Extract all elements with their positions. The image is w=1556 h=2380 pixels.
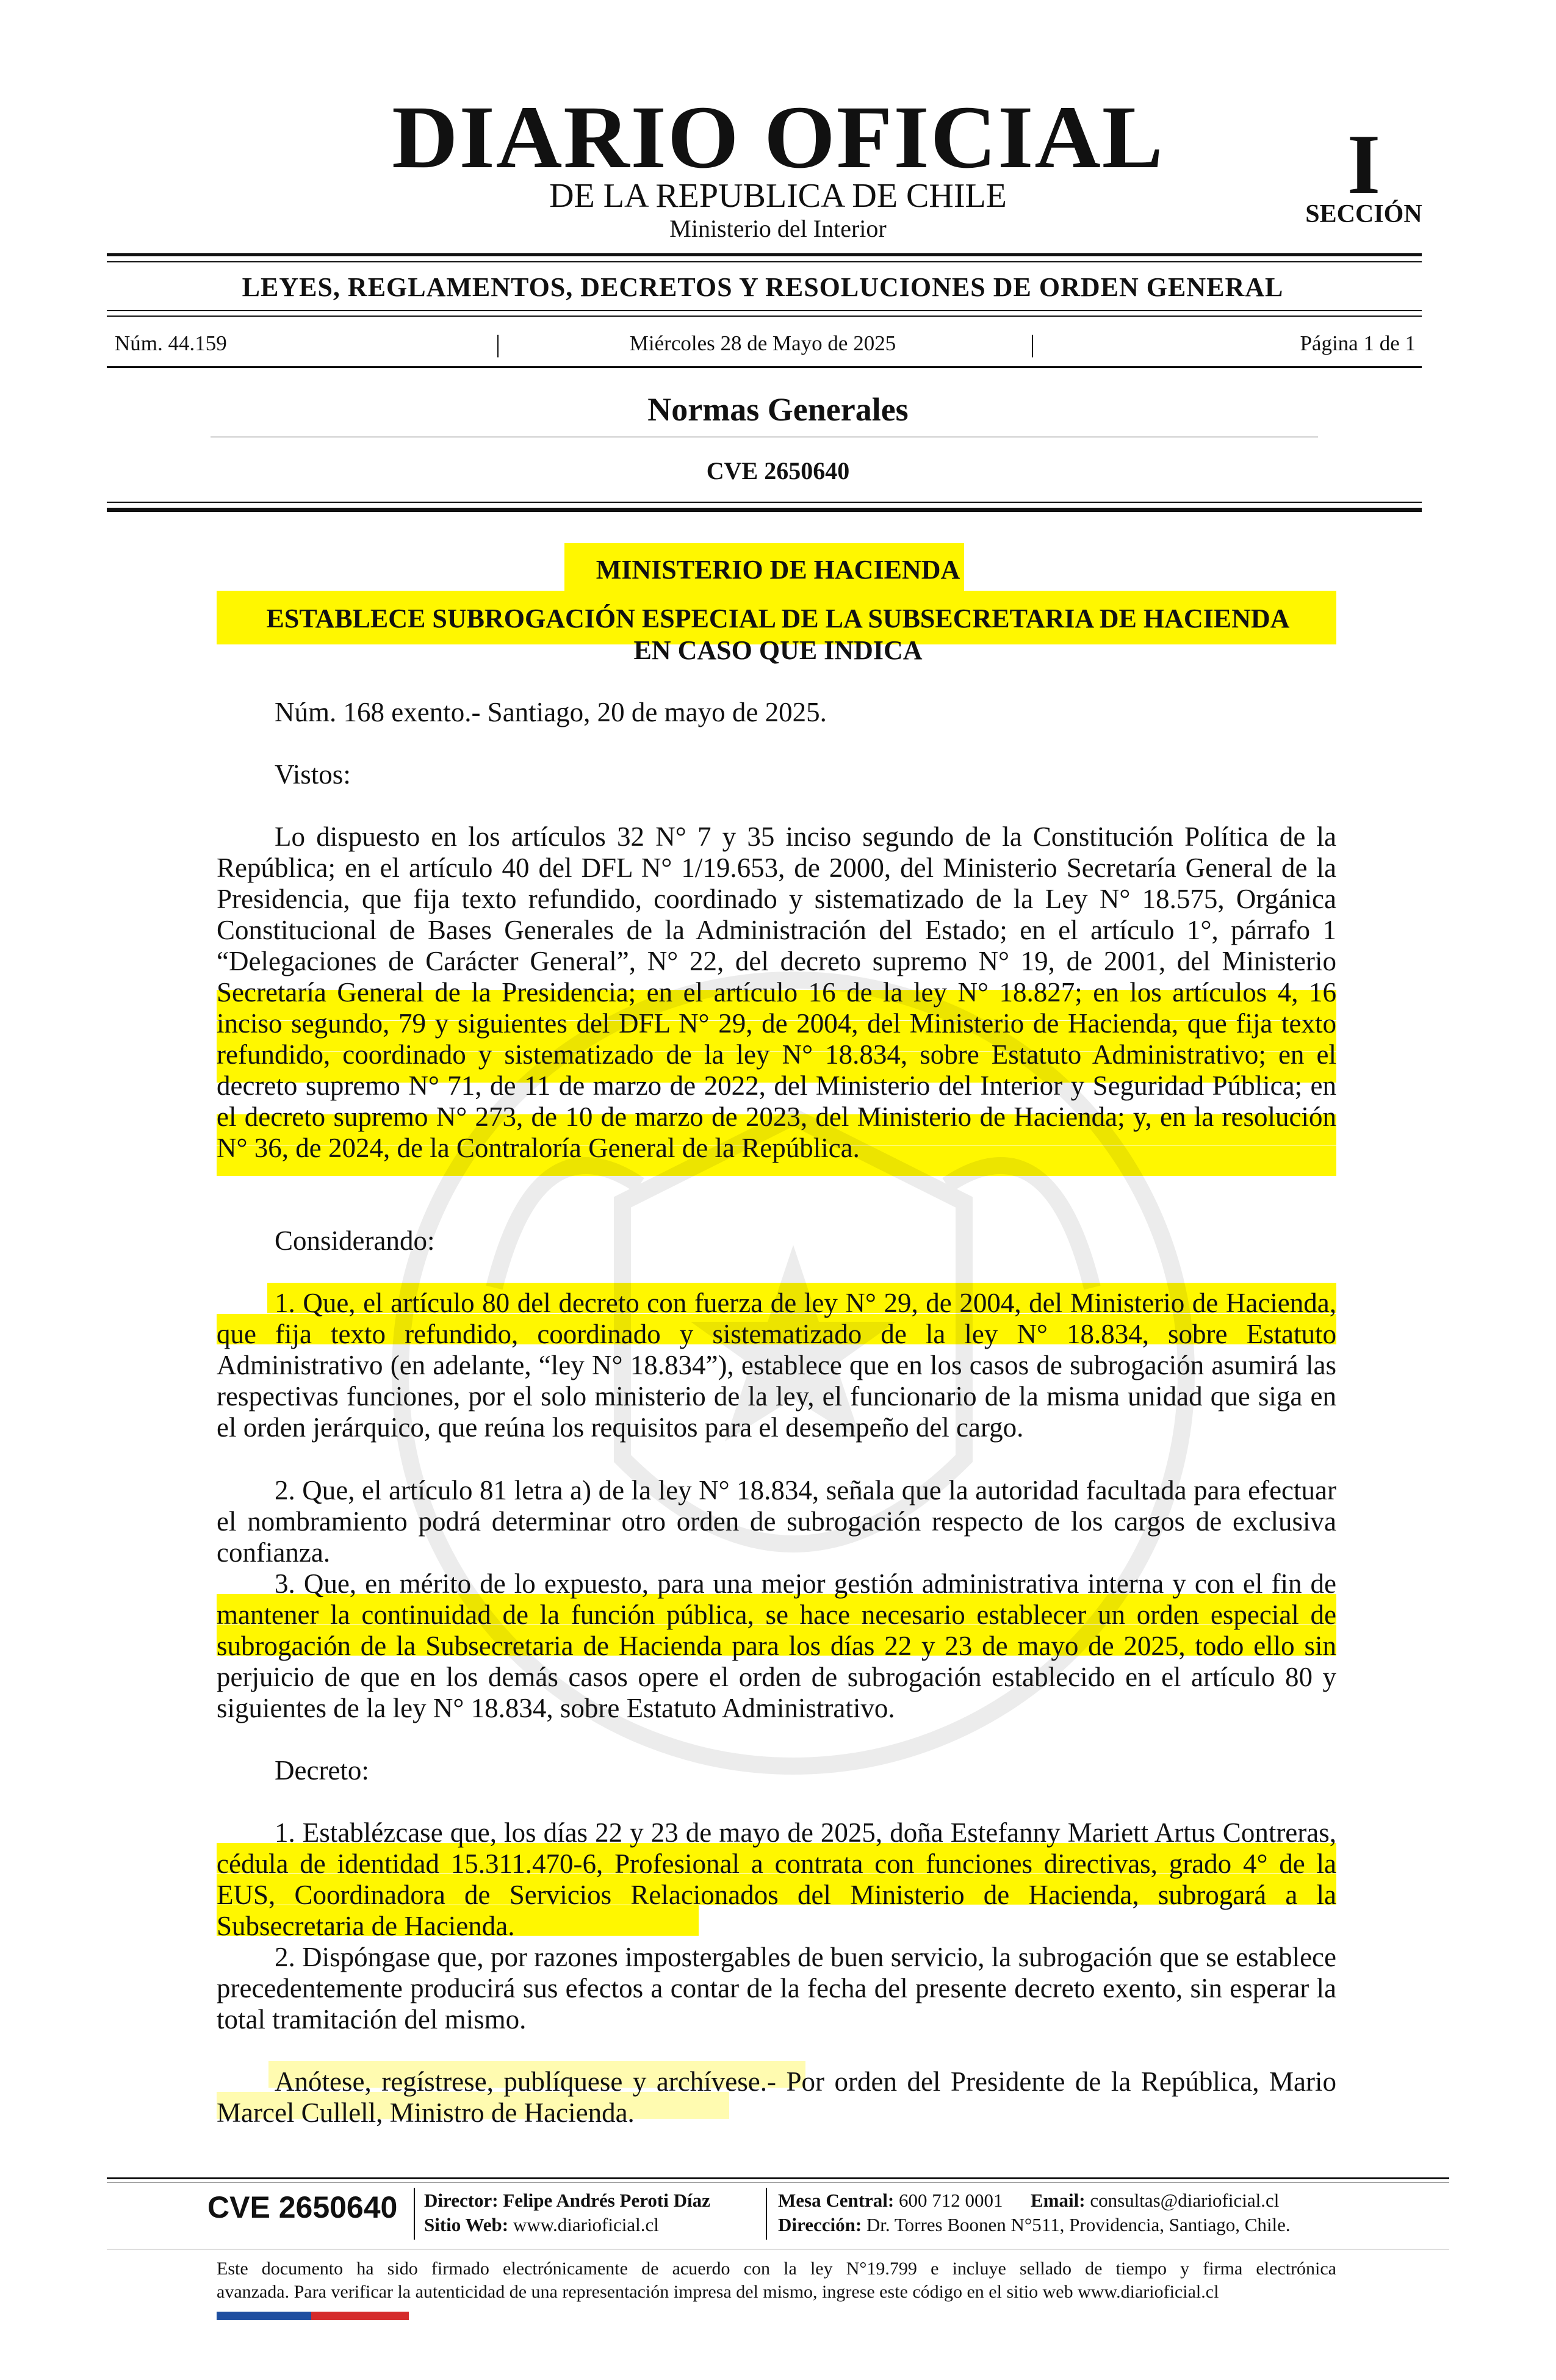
footer-rule-thin bbox=[107, 2182, 1449, 2183]
info-rule bbox=[107, 366, 1422, 368]
section-label: SECCIÓN bbox=[1305, 200, 1422, 228]
footer-divider bbox=[766, 2188, 767, 2240]
director-label: Director: bbox=[424, 2190, 499, 2211]
footer-cve-code: CVE 2650640 bbox=[207, 2190, 398, 2224]
section-number: I bbox=[1347, 117, 1381, 212]
email-link[interactable]: consultas@diarioficial.cl bbox=[1090, 2190, 1280, 2211]
info-separator: | bbox=[1030, 330, 1036, 358]
flag-stripe-red bbox=[311, 2312, 409, 2320]
info-separator: | bbox=[495, 330, 501, 358]
header-rule-thin bbox=[107, 502, 1422, 503]
decreto-article-1: 1. Establézcase que, los días 22 y 23 de mayo de 2025, doña Estefanny Mariett Artus Contreras, cédula de identidad 15.311.470-6, Profesional a contrata con funciones directivas, grado 4° de la EUS, Coordinadora de Servicios Relacionados del Ministerio de Hacienda, subrogará a la Subsecretaria de Hacienda. bbox=[217, 1817, 1336, 1941]
decreto-heading: Decreto: bbox=[275, 1755, 369, 1786]
masthead-rule-thin bbox=[107, 261, 1422, 262]
number-date-line: Núm. 168 exento.- Santiago, 20 de mayo de 2025. bbox=[275, 697, 827, 727]
flag-stripe-blue bbox=[217, 2312, 311, 2320]
header-rule-thick bbox=[107, 508, 1422, 512]
footer-address bbox=[778, 2213, 1291, 2237]
page-indicator: Página 1 de 1 bbox=[1300, 331, 1416, 355]
document-title-line2: EN CASO QUE INDICA bbox=[633, 635, 923, 665]
section-title-underline bbox=[211, 436, 1318, 438]
issue-date: Miércoles 28 de Mayo de 2025 bbox=[629, 331, 896, 355]
masthead-subtitle: DE LA REPUBLICA DE CHILE bbox=[549, 177, 1007, 215]
category-heading: LEYES, REGLAMENTOS, DECRETOS Y RESOLUCIONES DE ORDEN GENERAL bbox=[242, 272, 1284, 302]
document-title-line1: ESTABLECE SUBROGACIÓN ESPECIAL DE LA SUBSECRETARIA DE HACIENDA bbox=[266, 604, 1290, 633]
considerando-1: 1. Que, el artículo 80 del decreto con fuerza de ley N° 29, de 2004, del Ministerio de Hacienda, que fija texto refundido, coordinado y sistematizado de la ley N° 18.834, sobre Estatuto Administrativo (en adelante, “ley N° 18.834”), establece que en los casos de subrogación asumirá las respectivas funciones, por el solo ministerio de la ley, el funcionario de la misma unidad que siga en el orden jerárquico, que reúna los requisitos para el desempeño del cargo. bbox=[217, 1288, 1336, 1443]
email-label: Email: bbox=[1031, 2190, 1086, 2211]
considerando-heading: Considerando: bbox=[275, 1225, 435, 1256]
considerando-2: 2. Que, el artículo 81 letra a) de la ley N° 18.834, señala que la autoridad facultada para efectuar el nombramiento podrá determinar otro orden de subrogación respecto de los cargos de exclusiva confianza. bbox=[217, 1475, 1336, 1568]
ministry-heading: MINISTERIO DE HACIENDA bbox=[596, 555, 960, 585]
legal-notice-line1: Este documento ha sido firmado electrónicamente de acuerdo con la ley N°19.799 e incluye sellado de tiempo y firma electrónica bbox=[217, 2259, 1336, 2279]
masthead-ministry: Ministerio del Interior bbox=[669, 215, 887, 242]
vistos-paragraph: Lo dispuesto en los artículos 32 N° 7 y 35 inciso segundo de la Constitución Política de la República; en el artículo 40 del DFL N° 1/19.653, de 2000, del Ministerio Secretaría General de la Presidencia, que fija texto refundido, coordinado y sistematizado de la Ley N° 18.575, Orgánica Constitucional de Bases Generales de la Administración del Estado; en el artículo 1°, párrafo 1 “Delegaciones de Carácter General”, N° 22, del decreto supremo N° 19, de 2001, del Ministerio Secretaría General de la Presidencia; en el artículo 16 de la ley N° 18.827; en los artículos 4, 16 inciso segundo, 79 y siguientes del DFL N° 29, de 2004, del Ministerio de Hacienda, que fija texto refundido, coordinado y sistematizado de la ley N° 18.834, sobre Estatuto Administrativo; en el decreto supremo N° 71, de 11 de marzo de 2022, del Ministerio del Interior y Seguridad Pública; en el decreto supremo N° 273, de 10 de marzo de 2023, del Ministerio de Hacienda; y, en la resolución N° 36, de 2024, de la Contraloría General de la República. bbox=[217, 821, 1336, 1163]
footer-rule-top bbox=[107, 2177, 1449, 2179]
cve-code: CVE 2650640 bbox=[706, 457, 850, 485]
category-rule-bottom bbox=[107, 316, 1422, 317]
phone-number: 600 712 0001 bbox=[899, 2190, 1003, 2211]
director-name: Felipe Andrés Peroti Díaz bbox=[503, 2190, 710, 2211]
considerando-3: 3. Que, en mérito de lo expuesto, para una mejor gestión administrativa interna y con el fin de mantener la continuidad de la función pública, se hace necesario establecer un orden especial de subrogación de la Subsecretaria de Hacienda para los días 22 y 23 de mayo de 2025, todo ello sin perjuicio de que en los demás casos opere el orden de subrogación establecido en el artículo 80 y siguientes de la ley N° 18.834, sobre Estatuto Administrativo. bbox=[217, 1568, 1336, 1723]
issue-number: Núm. 44.159 bbox=[115, 331, 227, 355]
legal-notice-line2: avanzada. Para verificar la autenticidad de una representación impresa del mismo, ingrese este código en el sitio web www.diarioficial.cl bbox=[217, 2282, 1219, 2302]
decreto-article-2: 2. Dispóngase que, por razones impostergables de buen servicio, la subrogación que se establece precedentemente producirá sus efectos a contar de la fecha del presente decreto exento, sin esperar la total tramitación del mismo. bbox=[217, 1942, 1336, 2035]
footer-site bbox=[424, 2213, 659, 2237]
masthead-title: DIARIO OFICIAL bbox=[392, 87, 1164, 187]
footer-divider bbox=[414, 2188, 415, 2240]
phone-label: Mesa Central: bbox=[778, 2190, 895, 2211]
site-label: Sitio Web: bbox=[424, 2214, 509, 2235]
masthead-rule-thick bbox=[107, 253, 1422, 256]
address-text: Dr. Torres Boonen N°511, Providencia, Santiago, Chile. bbox=[866, 2214, 1291, 2235]
vistos-heading: Vistos: bbox=[275, 759, 351, 790]
closing-paragraph: Anótese, regístrese, publíquese y archívese.- Por orden del Presidente de la República, Mario Marcel Cullell, Ministro de Hacienda. bbox=[217, 2066, 1336, 2128]
site-link[interactable]: www.diarioficial.cl bbox=[513, 2214, 659, 2235]
footer-contact bbox=[778, 2188, 1279, 2213]
footer-director bbox=[424, 2188, 710, 2213]
section-title: Normas Generales bbox=[647, 391, 909, 428]
category-rule-top bbox=[107, 310, 1422, 311]
address-label: Dirección: bbox=[778, 2214, 862, 2235]
